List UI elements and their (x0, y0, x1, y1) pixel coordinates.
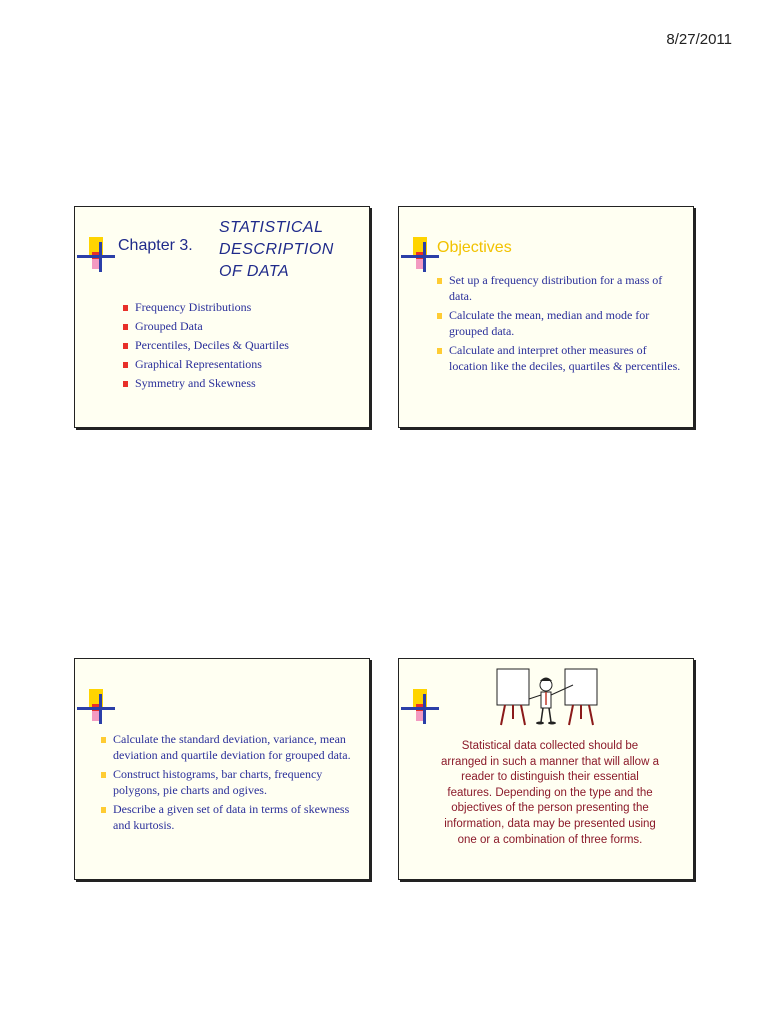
list-item (135, 337, 355, 353)
chapter-title-line: OF DATA (219, 263, 290, 280)
slide-1 (74, 206, 370, 428)
list-item-text: Calculate the standard deviation, variance, mean deviation and quartile deviation for grouped data. (113, 732, 351, 762)
list-item-text: Grouped Data (135, 319, 203, 333)
presenter-clipart-icon (493, 665, 603, 727)
square-bullet-icon (101, 772, 106, 778)
chapter-title-line: DESCRIPTION (219, 241, 334, 258)
slide-logo-icon (77, 689, 117, 729)
square-bullet-icon (123, 362, 128, 368)
list-item (449, 272, 681, 304)
square-bullet-icon (437, 348, 442, 354)
list-item (113, 801, 353, 833)
list-item (135, 318, 355, 334)
square-bullet-icon (437, 278, 442, 284)
square-bullet-icon (101, 737, 106, 743)
list-item-text: Frequency Distributions (135, 300, 252, 314)
list-item-text: Set up a frequency distribution for a mass of data. (449, 273, 663, 303)
list-item-text: Calculate the mean, median and mode for grouped data. (449, 308, 650, 338)
objectives-list (113, 731, 353, 836)
list-item-text: Calculate and interpret other measures of location like the deciles, quartiles & percentiles. (449, 343, 681, 373)
list-item-text: Percentiles, Deciles & Quartiles (135, 338, 289, 352)
page-date: 8/27/2011 (666, 31, 732, 48)
slide-logo-icon (77, 237, 117, 277)
square-bullet-icon (123, 381, 128, 387)
chapter-title (219, 217, 369, 283)
list-item (449, 307, 681, 339)
list-item (135, 375, 355, 391)
square-bullet-icon (123, 324, 128, 330)
slide-title: Objectives (437, 239, 512, 256)
slide-paragraph: Statistical data collected should be arranged in such a manner that will allow a reader to distinguish their essential features. Depending on the type and the objectives of the person presenting the information, data may be presented using one or a combination of three forms. (441, 740, 659, 846)
slide-logo-icon (401, 237, 441, 277)
square-bullet-icon (101, 807, 106, 813)
list-item-text: Describe a given set of data in terms of skewness and kurtosis. (113, 802, 350, 832)
list-item-text: Graphical Representations (135, 357, 262, 371)
slide-logo-icon (401, 689, 441, 729)
list-item (449, 342, 681, 374)
list-item (113, 731, 353, 763)
chapter-label: Chapter 3. (118, 237, 193, 254)
slide-3 (74, 658, 370, 880)
square-bullet-icon (437, 313, 442, 319)
list-item (135, 356, 355, 372)
list-item-text: Symmetry and Skewness (135, 376, 256, 390)
topics-list (135, 299, 355, 394)
slide-4 (398, 658, 694, 880)
slide-2 (398, 206, 694, 428)
square-bullet-icon (123, 343, 128, 349)
chapter-title-line: STATISTICAL (219, 219, 324, 236)
list-item-text: Construct histograms, bar charts, frequency polygons, pie charts and ogives. (113, 767, 323, 797)
list-item (135, 299, 355, 315)
square-bullet-icon (123, 305, 128, 311)
objectives-list (449, 272, 681, 377)
list-item (113, 766, 353, 798)
